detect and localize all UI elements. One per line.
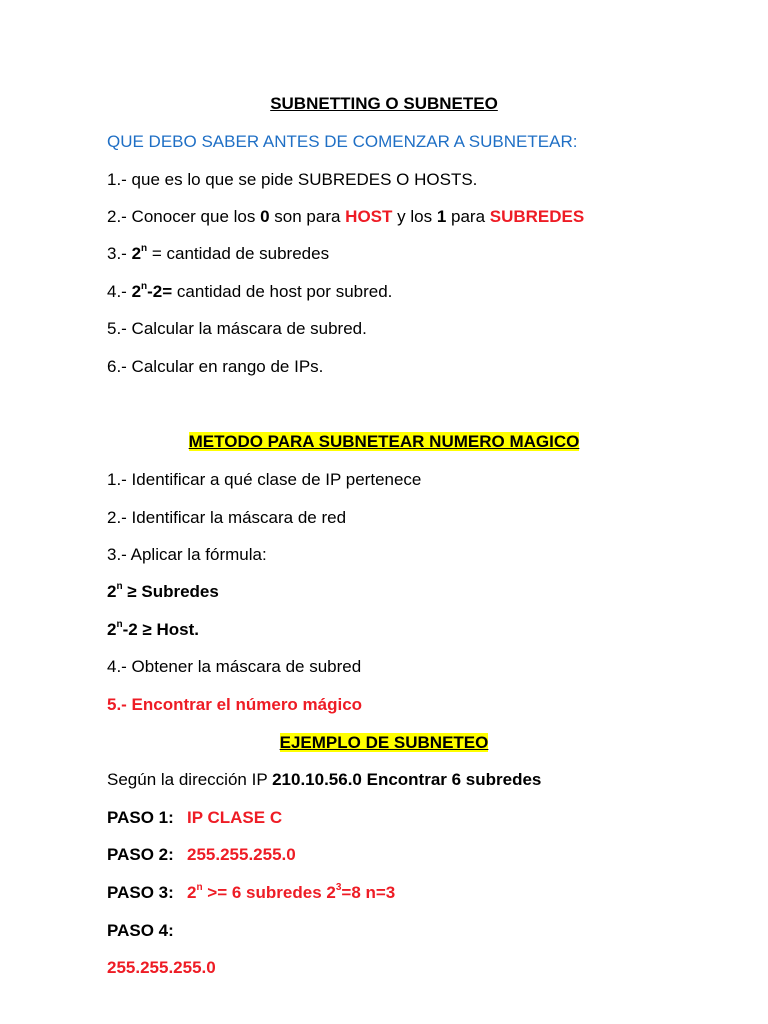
text: 0 <box>260 207 270 226</box>
step-value: IP CLASE C <box>187 808 283 827</box>
intro-heading: QUE DEBO SABER ANTES DE COMENZAR A SUBNETEAR: <box>107 132 578 151</box>
step-4-value: 255.255.255.0 <box>107 958 216 977</box>
text: SUBREDES <box>489 207 585 226</box>
text: 2 <box>131 244 142 263</box>
text: para <box>446 207 490 226</box>
text: cantidad de host por subred. <box>172 282 393 301</box>
formula-subnets <box>107 582 219 602</box>
text: >= 6 subredes 2 <box>202 883 336 902</box>
text: 3.- <box>107 244 132 263</box>
method-heading-text: METODO PARA SUBNETEAR NUMERO MAGICO <box>188 432 580 451</box>
superscript: 3 <box>335 882 342 894</box>
requirement-4 <box>107 282 392 302</box>
method-step-5: 5.- Encontrar el número mágico <box>107 695 363 714</box>
superscript: n <box>141 281 148 293</box>
requirement-1: 1.- que es lo que se pide SUBREDES O HOSTS. <box>107 170 478 189</box>
method-heading <box>0 432 768 452</box>
step-value: 255.255.255.0 <box>187 845 296 864</box>
superscript: n <box>141 243 148 255</box>
superscript: n <box>116 619 123 631</box>
text: 2 <box>107 620 117 639</box>
page-title <box>0 94 768 114</box>
text: 210.10.56.0 Encontrar 6 subredes <box>272 770 542 789</box>
text: = cantidad de subredes <box>147 244 330 263</box>
text: 4.- <box>107 282 132 301</box>
method-step-4: 4.- Obtener la máscara de subred <box>107 657 362 676</box>
step-label: PASO 1: <box>107 808 174 827</box>
text: y los <box>392 207 437 226</box>
step-label: PASO 2: <box>107 845 174 864</box>
example-heading-text: EJEMPLO DE SUBNETEO <box>279 733 489 752</box>
superscript: n <box>116 581 123 593</box>
requirement-5: 5.- Calcular la máscara de subred. <box>107 319 367 338</box>
method-step-2: 2.- Identificar la máscara de red <box>107 508 347 527</box>
text: son para <box>269 207 346 226</box>
formula-hosts <box>107 620 199 640</box>
text: 2 <box>187 883 197 902</box>
step-1 <box>107 808 282 828</box>
text: -2= <box>147 282 173 301</box>
step-value <box>187 883 395 902</box>
text: 2.- Conocer que los <box>107 207 261 226</box>
superscript: n <box>196 882 203 894</box>
step-label: PASO 3: <box>107 883 174 902</box>
method-step-1: 1.- Identificar a qué clase de IP pertenece <box>107 470 422 489</box>
title-text: SUBNETTING O SUBNETEO <box>270 94 498 113</box>
text: Según la dirección IP <box>107 770 273 789</box>
text: -2 ≥ Host. <box>122 620 199 639</box>
step-4: PASO 4: <box>107 921 174 940</box>
requirement-6: 6.- Calcular en rango de IPs. <box>107 357 324 376</box>
text: 2 <box>107 582 117 601</box>
method-step-3: 3.- Aplicar la fórmula: <box>107 545 267 564</box>
requirement-3 <box>107 244 329 264</box>
text: 2 <box>131 282 142 301</box>
example-heading <box>0 733 768 753</box>
text: 1 <box>436 207 447 226</box>
example-statement <box>107 770 541 790</box>
step-2 <box>107 845 296 865</box>
requirement-2 <box>107 207 584 227</box>
text: ≥ Subredes <box>122 582 219 601</box>
step-3 <box>107 883 395 903</box>
text: HOST <box>345 207 393 226</box>
text: =8 n=3 <box>341 883 396 902</box>
